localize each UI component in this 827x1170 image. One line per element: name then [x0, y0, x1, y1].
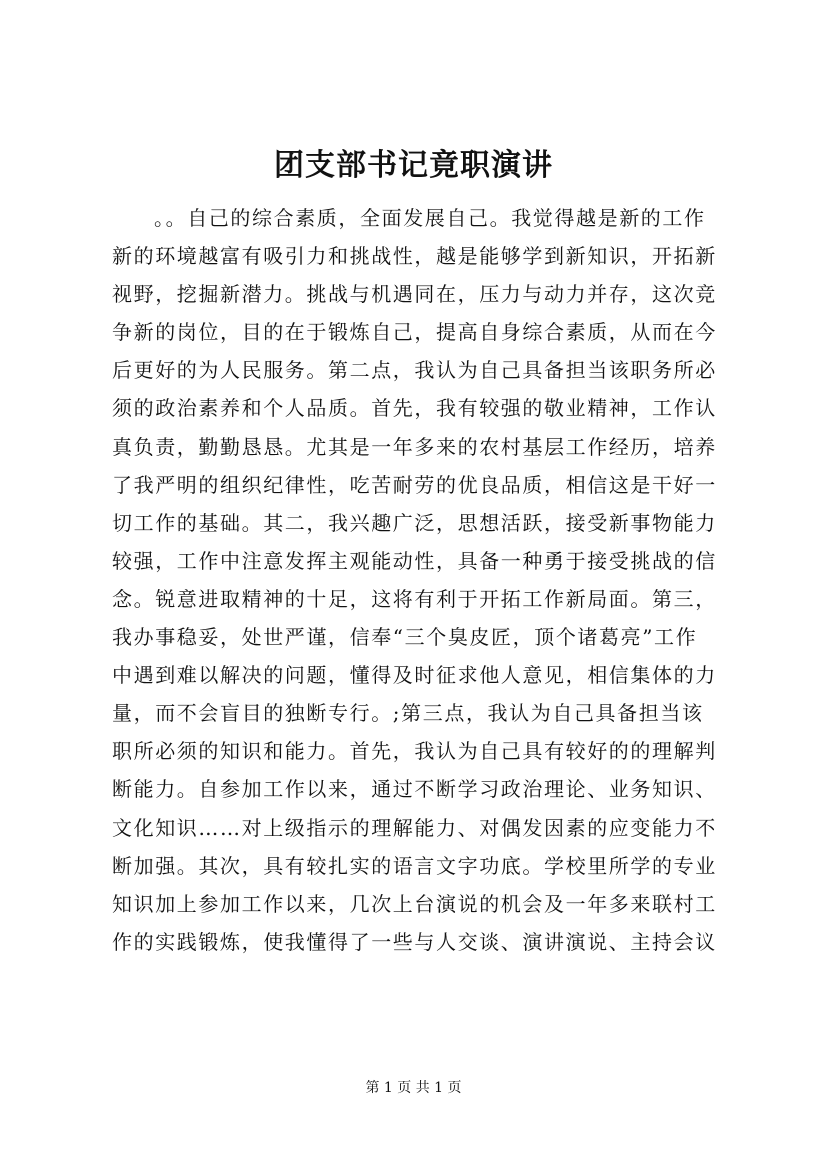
- body-line: 新的环境越富有吸引力和挑战性，越是能够学到新知识，开拓新: [112, 244, 717, 269]
- body-line: 视野，挖掘新潜力。挑战与机遇同在，压力与动力并存，这次竞: [112, 282, 717, 307]
- body-line: 切工作的基础。其二，我兴趣广泛，思想活跃，接受新事物能力: [112, 510, 717, 535]
- body-line: 知识加上参加工作以来，几次上台演说的机会及一年多来联村工: [112, 891, 717, 916]
- body-line: 念。锐意进取精神的十足，这将有利于开拓工作新局面。第三，: [112, 586, 717, 611]
- body-line: 文化知识……对上级指示的理解能力、对偶发因素的应变能力不: [112, 815, 717, 840]
- body-line: 作的实践锻炼，使我懂得了一些与人交谈、演讲演说、主持会议: [112, 929, 717, 954]
- document-body: [112, 199, 827, 961]
- body-line: 断加强。其次，具有较扎实的语言文字功底。学校里所学的专业: [112, 853, 717, 878]
- body-line: 中遇到难以解决的问题，懂得及时征求他人意见，相信集体的力: [112, 663, 717, 688]
- body-line: 我办事稳妥，处世严谨，信奉“三个臭皮匠，顶个诸葛亮”工作: [112, 625, 698, 650]
- body-line: 断能力。自参加工作以来，通过不断学习政治理论、业务知识、: [112, 777, 717, 802]
- body-line: 了我严明的组织纪律性，吃苦耐劳的优良品质，相信这是干好一: [112, 472, 717, 497]
- body-line: 后更好的为人民服务。第二点，我认为自己具备担当该职务所必: [112, 358, 717, 383]
- body-line: 较强，工作中注意发挥主观能动性，具备一种勇于接受挑战的信: [112, 548, 717, 573]
- body-line: 量，而不会盲目的独断专行。;第三点，我认为自己具备担当该: [112, 701, 704, 726]
- body-line: 职所必须的知识和能力。首先，我认为自己具有较好的的理解判: [112, 739, 717, 764]
- body-line: 。。自己的综合素质，全面发展自己。我觉得越是新的工作: [154, 206, 706, 230]
- body-line: 真负责，勤勤恳恳。尤其是一年多来的农村基层工作经历，培养: [112, 434, 717, 459]
- body-line: 须的政治素养和个人品质。首先，我有较强的敬业精神，工作认: [112, 396, 717, 421]
- page-footer: 第 1 页 共 1 页: [365, 1080, 462, 1096]
- body-line: 争新的岗位，目的在于锻炼自己，提高自身综合素质，从而在今: [112, 320, 717, 345]
- document-title: 团支部书记竟职演讲: [274, 148, 553, 183]
